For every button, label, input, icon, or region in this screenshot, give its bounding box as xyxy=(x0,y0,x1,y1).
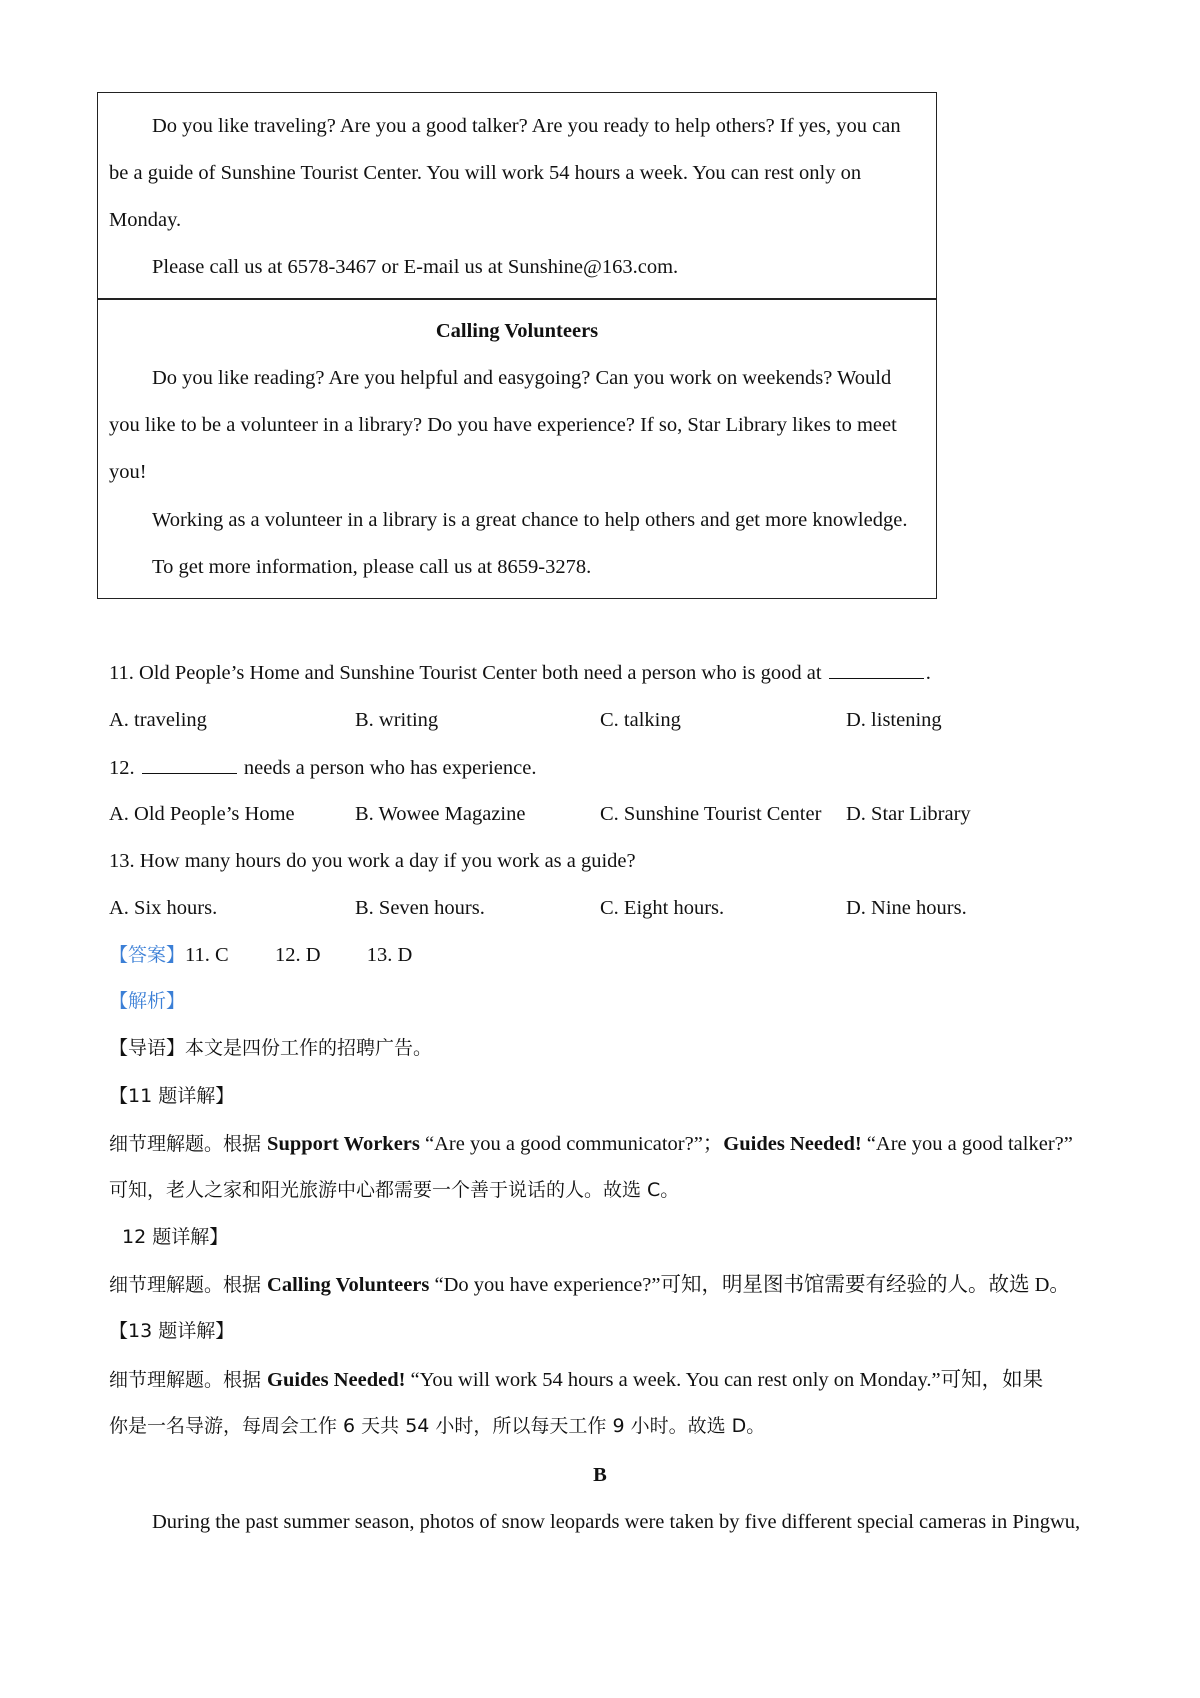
question-12-stem: needs a person who has experience. xyxy=(243,757,537,779)
volunteer-ad-line-4: Working as a volunteer in a library is a great chance to help others and get more knowledge. xyxy=(152,509,908,531)
detail-13-text-b: “You will work 54 hours a week. You can rest only on Monday.”可知，如果 xyxy=(405,1369,1044,1391)
volunteer-ad-line-1: Do you like reading? Are you helpful and easygoing? Can you work on weekends? Would xyxy=(152,367,892,389)
q12-option-c: C. Sunshine Tourist Center xyxy=(600,803,822,825)
volunteer-ad-line-3: you! xyxy=(109,461,147,483)
detail-13-line-2: 你是一名导游，每周会工作 6 天共 54 小时，所以每天工作 9 小时。故选 D。 xyxy=(109,1415,766,1437)
detail-13-title: 【13 题详解】 xyxy=(109,1320,235,1342)
guide-ad-line-1: Do you like traveling? Are you a good talker? Are you ready to help others? If yes, you can xyxy=(152,115,901,137)
answer-blank xyxy=(829,662,924,679)
volunteer-ad-title: Calling Volunteers xyxy=(435,320,599,342)
detail-12-text-b: “Do you have experience?”可知，明星图书馆需要有经验的人。故选 D。 xyxy=(429,1274,1070,1296)
q11-option-a: A. traveling xyxy=(109,709,207,731)
q12-option-a: A. Old People’s Home xyxy=(109,803,295,825)
q13-option-a: A. Six hours. xyxy=(109,897,218,919)
q13-option-c: C. Eight hours. xyxy=(600,897,725,919)
intro: 【导语】本文是四份工作的招聘广告。 xyxy=(109,1037,433,1059)
q11-option-d: D. listening xyxy=(846,709,942,731)
volunteer-ad-line-5: To get more information, please call us at 8659-3278. xyxy=(152,556,592,578)
volunteer-ad-line-2: you like to be a volunteer in a library? Do you have experience? If so, Star Library likes to meet xyxy=(109,414,897,436)
question-11-stem: 11. Old People’s Home and Sunshine Tourist Center both need a person who is good at xyxy=(109,662,822,684)
detail-11-text-a: 细节理解题。根据 xyxy=(109,1133,268,1155)
question-13: 13. How many hours do you work a day if you work as a guide? xyxy=(109,850,636,872)
question-12-number: 12. xyxy=(109,757,135,779)
detail-12-bold-a: Calling Volunteers xyxy=(267,1274,430,1296)
detail-11-text-c: “Are you a good talker?” xyxy=(861,1133,1073,1155)
detail-13-text-a: 细节理解题。根据 xyxy=(109,1369,268,1391)
analysis-label: 【解析】 xyxy=(109,990,186,1012)
detail-11-title: 【11 题详解】 xyxy=(109,1085,235,1107)
detail-13-bold-a: Guides Needed! xyxy=(267,1369,406,1391)
section-b-first-line: During the past summer season, photos of snow leopards were taken by five different special cameras in Pingwu, xyxy=(152,1511,1081,1533)
q11-option-b: B. writing xyxy=(355,709,439,731)
guide-ad-line-3: Monday. xyxy=(109,209,182,231)
q12-option-b: B. Wowee Magazine xyxy=(355,803,526,825)
answer-label: 【答案】 xyxy=(109,944,186,966)
answer-11: 11. C xyxy=(185,944,229,966)
q13-option-d: D. Nine hours. xyxy=(846,897,967,919)
detail-11-bold-b: Guides Needed! xyxy=(723,1133,862,1155)
volunteer-ad-box xyxy=(97,298,937,599)
detail-11-text-b: “Are you a good communicator?”； xyxy=(419,1133,724,1155)
detail-12-text-a: 细节理解题。根据 xyxy=(109,1274,268,1296)
guide-ad-line-2: be a guide of Sunshine Tourist Center. You will work 54 hours a week. You can rest only on xyxy=(109,162,862,184)
q11-option-c: C. talking xyxy=(600,709,681,731)
detail-12-title: 12 题详解】 xyxy=(122,1226,229,1248)
answer-13: 13. D xyxy=(366,944,413,966)
detail-12-line-1 xyxy=(109,1275,1070,1296)
detail-11-bold-a: Support Workers xyxy=(267,1133,420,1155)
detail-11-line-1 xyxy=(109,1134,1073,1155)
answer-12: 12. D xyxy=(274,944,321,966)
detail-11-line-2: 可知，老人之家和阳光旅游中心都需要一个善于说话的人。故选 C。 xyxy=(109,1179,680,1201)
question-11-end: . xyxy=(925,662,931,684)
q12-option-d: D. Star Library xyxy=(846,803,971,825)
q13-option-b: B. Seven hours. xyxy=(355,897,485,919)
question-11 xyxy=(109,662,931,684)
question-12 xyxy=(109,757,536,779)
section-b-title: B xyxy=(593,1464,607,1486)
answer-line xyxy=(109,945,412,966)
answer-blank xyxy=(142,757,237,774)
guide-ad-line-4: Please call us at 6578-3467 or E-mail us at Sunshine@163.com. xyxy=(152,256,679,278)
detail-13-line-1 xyxy=(109,1370,1043,1391)
